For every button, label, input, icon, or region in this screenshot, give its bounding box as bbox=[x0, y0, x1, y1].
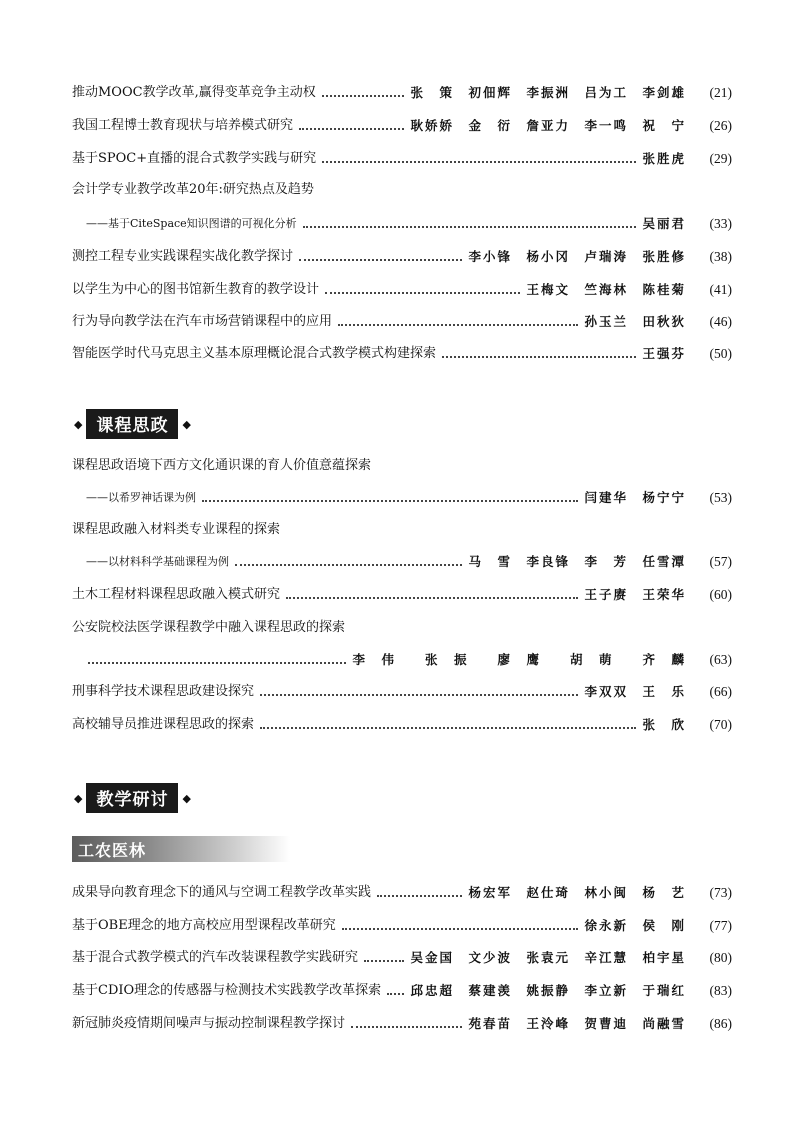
section-label: 教学研讨 bbox=[86, 783, 178, 813]
entry-page: (77) bbox=[709, 918, 732, 933]
entry-title: 新冠肺炎疫情期间噪声与振动控制课程教学探讨 bbox=[72, 1016, 346, 1031]
toc-entry[interactable] bbox=[72, 914, 732, 938]
entry-page: (83) bbox=[709, 983, 732, 998]
toc-entry[interactable] bbox=[72, 583, 732, 607]
section-header-jiaoxue-yantao bbox=[74, 784, 191, 812]
entry-page: (86) bbox=[709, 1016, 732, 1031]
dot-leader bbox=[235, 564, 462, 566]
dot-leader bbox=[322, 95, 405, 97]
toc-entry-title-line[interactable] bbox=[72, 616, 732, 640]
entry-title: 公安院校法医学课程教学中融入课程思政的探索 bbox=[72, 620, 346, 635]
entry-title: 智能医学时代马克思主义基本原理概论混合式教学模式构建探索 bbox=[72, 346, 437, 361]
dot-leader bbox=[322, 161, 636, 163]
entry-authors: 王子赓 王荣华 bbox=[584, 587, 686, 602]
dot-leader bbox=[325, 292, 520, 294]
entry-page: (80) bbox=[709, 950, 732, 965]
diamond-icon: ◆ bbox=[182, 417, 191, 431]
diamond-icon: ◆ bbox=[182, 791, 191, 805]
entry-page: (29) bbox=[709, 151, 732, 166]
entry-authors: 徐永新 侯 刚 bbox=[584, 918, 686, 933]
entry-page: (41) bbox=[709, 282, 732, 297]
toc-entry-title-line[interactable] bbox=[72, 454, 732, 478]
toc-entry-subtitle-line[interactable] bbox=[72, 212, 732, 236]
entry-page: (53) bbox=[709, 490, 732, 505]
entry-title: 成果导向教育理念下的通风与空调工程教学改革实践 bbox=[72, 885, 372, 900]
entry-title: 我国工程博士教育现状与培养模式研究 bbox=[72, 118, 294, 133]
dot-leader bbox=[286, 597, 578, 599]
toc-entry[interactable] bbox=[72, 680, 732, 704]
section-label: 课程思政 bbox=[86, 409, 178, 439]
entry-subtitle: ——以材料科学基础课程为例 bbox=[86, 555, 229, 568]
dot-leader bbox=[364, 960, 404, 962]
toc-entry-subtitle-line[interactable] bbox=[72, 550, 732, 574]
toc-entry[interactable] bbox=[72, 713, 732, 737]
dot-leader bbox=[351, 1026, 462, 1028]
entry-authors: 王强芬 bbox=[642, 346, 686, 361]
entry-authors: 张 欣 bbox=[642, 717, 686, 732]
subsection-band bbox=[72, 836, 290, 862]
toc-entry-title-line[interactable] bbox=[72, 178, 732, 202]
dot-leader bbox=[299, 128, 404, 130]
dot-leader bbox=[260, 727, 636, 729]
diamond-icon: ◆ bbox=[74, 417, 83, 431]
entry-title: 课程思政融入材料类专业课程的探索 bbox=[72, 522, 281, 537]
entry-title: 基于混合式教学模式的汽车改装课程教学实践研究 bbox=[72, 950, 359, 965]
toc-entry[interactable] bbox=[72, 946, 732, 970]
entry-title: 土木工程材料课程思政融入模式研究 bbox=[72, 587, 281, 602]
toc-entry-authors-line[interactable] bbox=[72, 648, 732, 672]
toc-entry[interactable] bbox=[72, 114, 732, 138]
entry-page: (50) bbox=[709, 346, 732, 361]
entry-page: (73) bbox=[709, 885, 732, 900]
entry-authors: 李双双 王 乐 bbox=[584, 684, 686, 699]
entry-authors: 李小锋 杨小冈 卢瑞涛 张胜修 bbox=[468, 249, 686, 264]
toc-entry-title-line[interactable] bbox=[72, 518, 732, 542]
entry-title: 基于CDIO理念的传感器与检测技术实践教学改革探索 bbox=[72, 983, 382, 998]
entry-title: 刑事科学技术课程思政建设探究 bbox=[72, 684, 255, 699]
toc-entry[interactable] bbox=[72, 310, 732, 334]
dot-leader bbox=[387, 993, 404, 995]
dot-leader bbox=[260, 694, 578, 696]
toc-entry[interactable] bbox=[72, 147, 732, 171]
entry-title: 测控工程专业实践课程实战化教学探讨 bbox=[72, 249, 294, 264]
entry-authors: 苑春苗 王泠峰 贺曹迪 尚融雪 bbox=[468, 1016, 686, 1031]
toc-entry[interactable] bbox=[72, 245, 732, 269]
entry-authors: 张胜虎 bbox=[642, 151, 686, 166]
entry-page: (46) bbox=[709, 314, 732, 329]
dot-leader bbox=[342, 928, 579, 930]
entry-subtitle: ——以希罗神话课为例 bbox=[86, 491, 196, 504]
entry-title: 会计学专业教学改革20年:研究热点及趋势 bbox=[72, 182, 314, 197]
dot-leader bbox=[88, 662, 346, 664]
entry-page: (38) bbox=[709, 249, 732, 264]
entry-title: 基于OBE理念的地方高校应用型课程改革研究 bbox=[72, 918, 336, 933]
dot-leader bbox=[299, 259, 462, 261]
entry-authors: 王梅文 竺海林 陈桂菊 bbox=[526, 282, 686, 297]
toc-entry[interactable] bbox=[72, 979, 732, 1003]
toc-entry[interactable] bbox=[72, 342, 732, 366]
entry-title: 高校辅导员推进课程思政的探索 bbox=[72, 717, 255, 732]
entry-authors: 杨宏军 赵仕琦 林小闽 杨 艺 bbox=[468, 885, 686, 900]
toc-entry[interactable] bbox=[72, 81, 732, 105]
entry-title: 课程思政语境下西方文化通识课的育人价值意蕴探索 bbox=[72, 458, 372, 473]
entry-authors: 张 策 初佃辉 李振洲 吕为工 李剑雄 bbox=[410, 85, 686, 100]
entry-title: 基于SPOC+直播的混合式教学实践与研究 bbox=[72, 151, 317, 166]
entry-authors: 李 伟 张 振 廖 鹰 胡 萌 齐 麟 bbox=[352, 652, 686, 667]
entry-page: (63) bbox=[709, 652, 732, 667]
toc-entry[interactable] bbox=[72, 881, 732, 905]
dot-leader bbox=[303, 226, 637, 228]
entry-page: (33) bbox=[709, 216, 732, 231]
entry-authors: 闫建华 杨宁宁 bbox=[584, 490, 686, 505]
entry-title: 行为导向教学法在汽车市场营销课程中的应用 bbox=[72, 314, 333, 329]
entry-authors: 吴丽君 bbox=[642, 216, 686, 231]
toc-entry[interactable] bbox=[72, 278, 732, 302]
diamond-icon: ◆ bbox=[74, 791, 83, 805]
entry-authors: 孙玉兰 田秋狄 bbox=[584, 314, 686, 329]
entry-authors: 马 雪 李良锋 李 芳 任雪潭 bbox=[468, 554, 686, 569]
entry-page: (60) bbox=[709, 587, 732, 602]
entry-title: 以学生为中心的图书馆新生教育的教学设计 bbox=[72, 282, 320, 297]
entry-subtitle: ——基于CiteSpace知识图谱的可视化分析 bbox=[86, 217, 297, 230]
subsection-label: 工农医林 bbox=[78, 841, 147, 860]
entry-page: (26) bbox=[709, 118, 732, 133]
toc-entry[interactable] bbox=[72, 1012, 732, 1036]
dot-leader bbox=[202, 500, 578, 502]
entry-authors: 耿娇娇 金 衍 詹亚力 李一鸣 祝 宁 bbox=[410, 118, 686, 133]
entry-authors: 邱忠超 蔡建羡 姚振静 李立新 于瑞红 bbox=[410, 983, 686, 998]
section-header-kecheng-sizheng bbox=[74, 410, 191, 438]
entry-page: (21) bbox=[709, 85, 732, 100]
entry-page: (70) bbox=[709, 717, 732, 732]
entry-authors: 吴金国 文少波 张袁元 辛江慧 柏宇星 bbox=[410, 950, 686, 965]
entry-page: (57) bbox=[709, 554, 732, 569]
entry-page: (66) bbox=[709, 684, 732, 699]
entry-title: 推动MOOC教学改革,赢得变革竞争主动权 bbox=[72, 85, 316, 100]
dot-leader bbox=[442, 356, 636, 358]
toc-entry-subtitle-line[interactable] bbox=[72, 486, 732, 510]
dot-leader bbox=[377, 895, 462, 897]
dot-leader bbox=[338, 324, 578, 326]
